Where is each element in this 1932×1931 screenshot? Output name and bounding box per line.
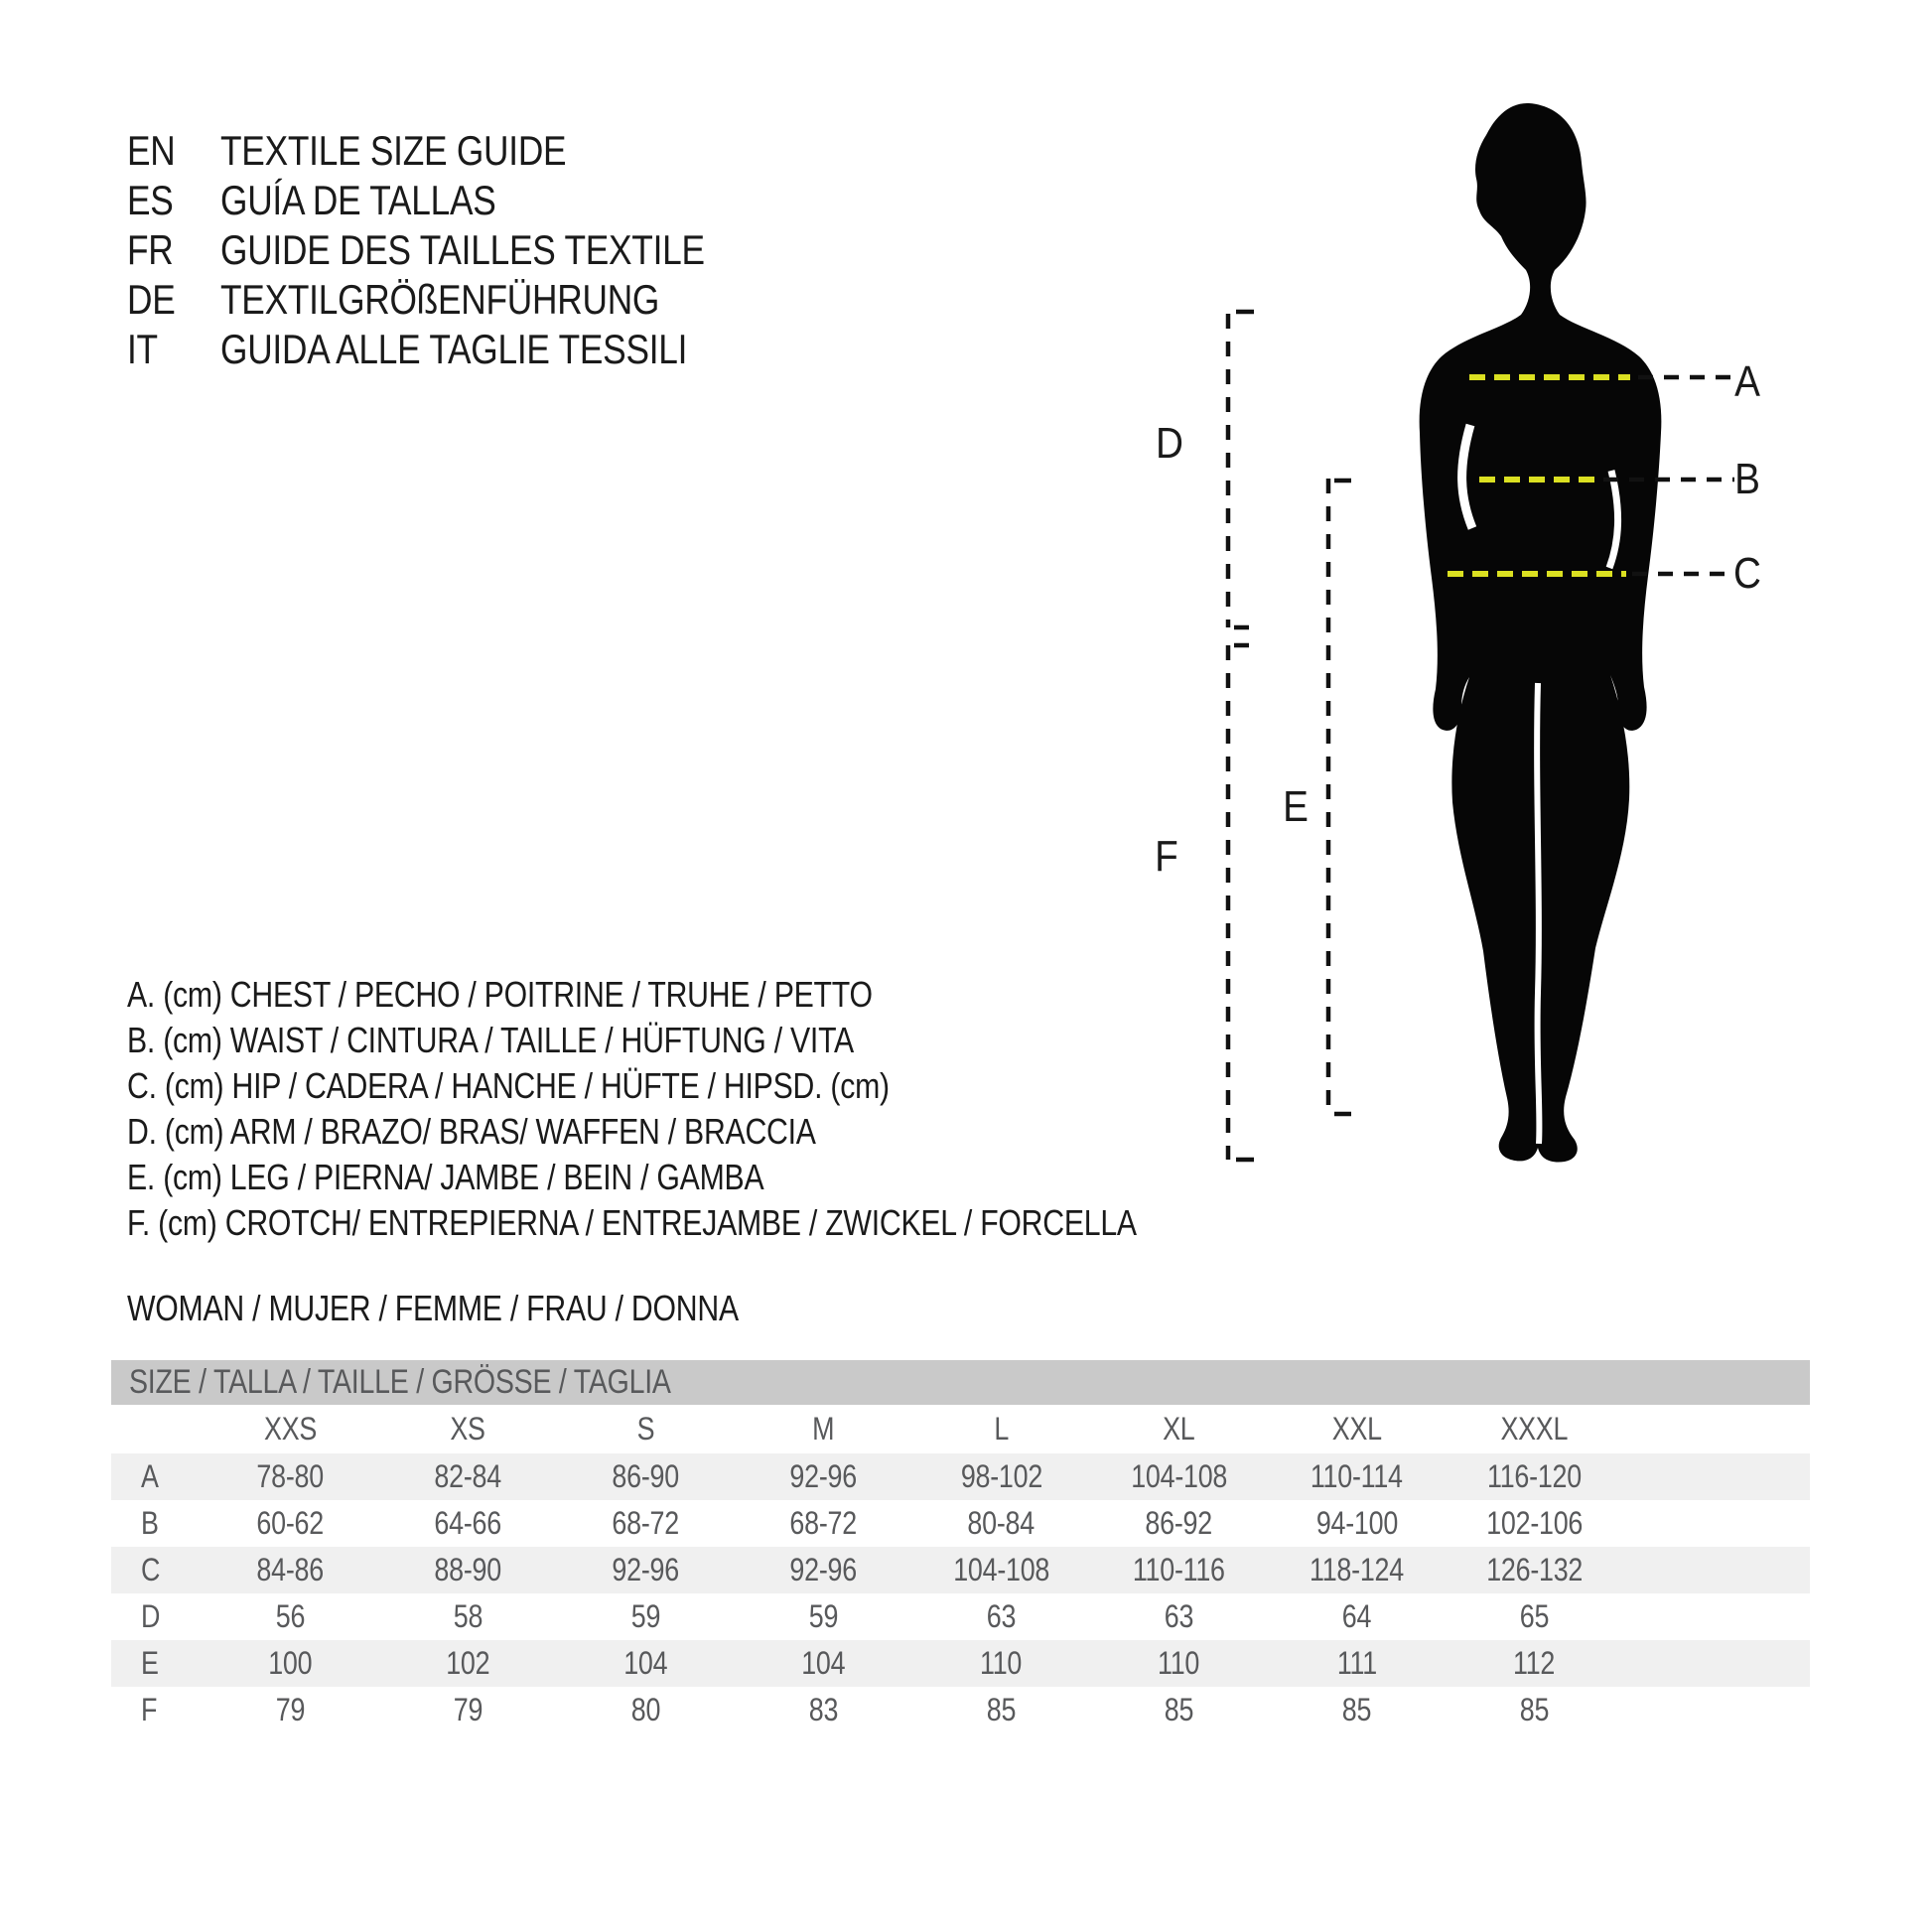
size-value-cell: 82-84 bbox=[434, 1458, 502, 1494]
size-value-cell: 111 bbox=[1336, 1645, 1377, 1681]
language-title: GUIDE DES TAILLES TEXTILE bbox=[220, 226, 705, 273]
size-table-row bbox=[111, 1687, 1810, 1733]
column-header-cell: XS bbox=[450, 1411, 486, 1447]
column-header-cell: XXS bbox=[263, 1411, 318, 1447]
size-table-row bbox=[111, 1640, 1810, 1687]
measurement-description-line: E. (cm) LEG / PIERNA/ JAMBE / BEIN / GAMBA bbox=[127, 1157, 764, 1197]
measurement-description-line: A. (cm) CHEST / PECHO / POITRINE / TRUHE / PETTO bbox=[127, 974, 873, 1015]
size-value-cell: 110-116 bbox=[1133, 1552, 1225, 1587]
language-title: GUÍA DE TALLAS bbox=[220, 177, 496, 223]
measurement-description-line: B. (cm) WAIST / CINTURA / TAILLE / HÜFTUNG / VITA bbox=[127, 1020, 854, 1060]
language-title: TEXTILGRÖßENFÜHRUNG bbox=[220, 276, 660, 323]
size-value-cell: 85 bbox=[1519, 1692, 1550, 1727]
size-value-cell: 118-124 bbox=[1310, 1552, 1404, 1587]
measurement-description-line: C. (cm) HIP / CADERA / HANCHE / HÜFTE / HIPSD. (cm) bbox=[127, 1065, 890, 1106]
size-table-row bbox=[111, 1593, 1810, 1640]
size-value-cell: 116-120 bbox=[1487, 1458, 1582, 1494]
size-value-cell: 79 bbox=[453, 1692, 483, 1727]
size-value-cell: 104 bbox=[623, 1645, 668, 1681]
language-title: TEXTILE SIZE GUIDE bbox=[220, 127, 567, 174]
size-value-cell: 104-108 bbox=[953, 1552, 1049, 1587]
size-value-cell: 92-96 bbox=[612, 1552, 680, 1587]
size-table-header-text: SIZE / TALLA / TAILLE / GRÖSSE / TAGLIA bbox=[129, 1363, 671, 1401]
category-title-text: WOMAN / MUJER / FEMME / FRAU / DONNA bbox=[127, 1288, 739, 1328]
row-label: D bbox=[141, 1598, 161, 1634]
size-value-cell: 79 bbox=[275, 1692, 306, 1727]
size-value-cell: 64-66 bbox=[434, 1505, 502, 1541]
row-label: E bbox=[141, 1645, 159, 1681]
label-waist-B: B bbox=[1734, 455, 1760, 503]
size-value-cell: 60-62 bbox=[256, 1505, 325, 1541]
size-value-cell: 102 bbox=[446, 1645, 490, 1681]
size-table-row bbox=[111, 1500, 1810, 1547]
size-value-cell: 86-92 bbox=[1145, 1505, 1213, 1541]
size-value-cell: 86-90 bbox=[612, 1458, 680, 1494]
language-code: ES bbox=[127, 177, 174, 223]
size-value-cell: 104-108 bbox=[1131, 1458, 1227, 1494]
size-value-cell: 100 bbox=[268, 1645, 313, 1681]
leg-gap-line bbox=[1537, 683, 1539, 1144]
size-value-cell: 83 bbox=[808, 1692, 839, 1727]
label-arm-D: D bbox=[1156, 419, 1183, 468]
language-code: FR bbox=[127, 226, 174, 273]
size-value-cell: 126-132 bbox=[1486, 1552, 1583, 1587]
measurement-description-line: D. (cm) ARM / BRAZO/ BRAS/ WAFFEN / BRACCIA bbox=[127, 1111, 816, 1152]
label-leg-E: E bbox=[1283, 782, 1309, 831]
label-chest-A: A bbox=[1734, 357, 1760, 406]
size-value-cell: 102-106 bbox=[1486, 1505, 1583, 1541]
size-table-header-bar bbox=[111, 1360, 1810, 1405]
size-table-row bbox=[111, 1453, 1810, 1500]
column-header-cell: XL bbox=[1163, 1411, 1195, 1447]
size-value-cell: 64 bbox=[1341, 1598, 1372, 1634]
row-label: C bbox=[141, 1552, 161, 1587]
language-title: GUIDA ALLE TAGLIE TESSILI bbox=[220, 326, 688, 372]
language-code: DE bbox=[127, 276, 176, 323]
row-label: B bbox=[141, 1505, 159, 1541]
size-value-cell: 110 bbox=[980, 1645, 1023, 1681]
column-header-cell: L bbox=[994, 1411, 1009, 1447]
size-value-cell: 78-80 bbox=[256, 1458, 325, 1494]
size-value-cell: 104 bbox=[801, 1645, 846, 1681]
measurement-descriptions bbox=[127, 972, 1329, 1246]
column-header-cell: S bbox=[636, 1411, 655, 1447]
label-crotch-F: F bbox=[1155, 832, 1178, 881]
size-value-cell: 88-90 bbox=[434, 1552, 502, 1587]
row-label: A bbox=[141, 1458, 159, 1494]
size-value-cell: 63 bbox=[986, 1598, 1017, 1634]
size-value-cell: 98-102 bbox=[960, 1458, 1042, 1494]
size-value-cell: 58 bbox=[453, 1598, 483, 1634]
size-value-cell: 94-100 bbox=[1315, 1505, 1398, 1541]
size-value-cell: 84-86 bbox=[256, 1552, 325, 1587]
size-value-cell: 56 bbox=[275, 1598, 306, 1634]
column-header-cell: XXL bbox=[1331, 1411, 1382, 1447]
size-value-cell: 63 bbox=[1164, 1598, 1194, 1634]
size-table bbox=[111, 1360, 1810, 1733]
size-value-cell: 110-114 bbox=[1311, 1458, 1403, 1494]
size-value-cell: 92-96 bbox=[789, 1552, 858, 1587]
size-value-cell: 92-96 bbox=[789, 1458, 858, 1494]
size-value-cell: 80 bbox=[630, 1692, 661, 1727]
column-header-cell: M bbox=[812, 1411, 835, 1447]
size-value-cell: 80-84 bbox=[967, 1505, 1035, 1541]
language-code: EN bbox=[127, 127, 176, 174]
size-value-cell: 59 bbox=[630, 1598, 661, 1634]
size-table-row bbox=[111, 1547, 1810, 1593]
size-value-cell: 112 bbox=[1513, 1645, 1556, 1681]
size-value-cell: 59 bbox=[808, 1598, 839, 1634]
size-value-cell: 85 bbox=[986, 1692, 1017, 1727]
category-title bbox=[127, 1286, 855, 1331]
size-table-column-headers bbox=[111, 1405, 1810, 1453]
measurement-description-line: F. (cm) CROTCH/ ENTREPIERNA / ENTREJAMBE / ZWICKEL / FORCELLA bbox=[127, 1202, 1137, 1243]
size-value-cell: 68-72 bbox=[612, 1505, 680, 1541]
size-value-cell: 65 bbox=[1519, 1598, 1550, 1634]
language-code: IT bbox=[127, 326, 158, 372]
row-label: F bbox=[141, 1692, 158, 1727]
column-header-cell: XXXL bbox=[1500, 1411, 1569, 1447]
size-value-cell: 85 bbox=[1341, 1692, 1372, 1727]
size-value-cell: 85 bbox=[1164, 1692, 1194, 1727]
size-value-cell: 110 bbox=[1158, 1645, 1200, 1681]
size-value-cell: 68-72 bbox=[789, 1505, 858, 1541]
label-hip-C: C bbox=[1733, 549, 1761, 598]
